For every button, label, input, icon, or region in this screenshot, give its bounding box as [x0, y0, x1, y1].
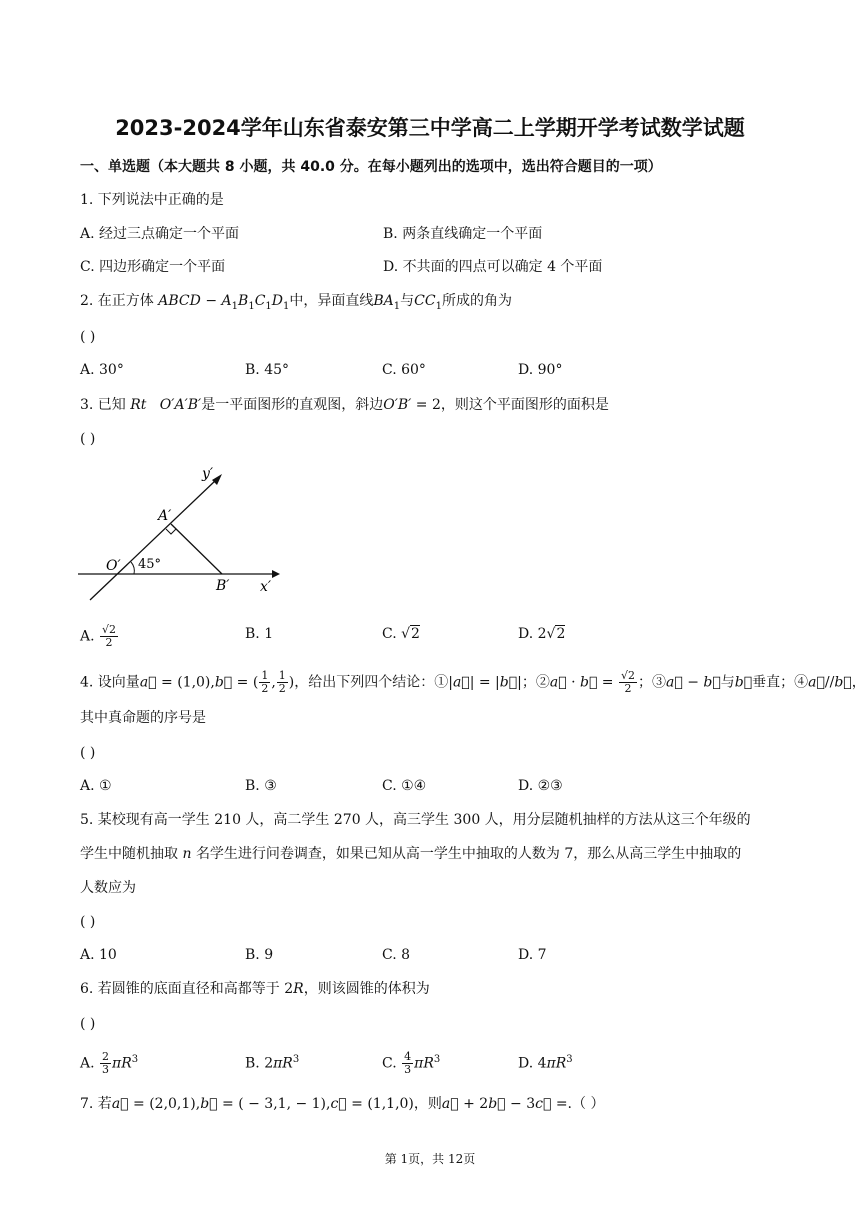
q6-option-c: C. $\frac{4}{3}$ $\pi R^3$ — [382, 1050, 441, 1077]
q3-stem: 3. 已知 Rt O′A′B′是一平面图形的直观图，斜边O′B′ = 2，则这个平面图形的面积是 — [80, 397, 609, 413]
q3-prefix: 3. 已知 — [80, 397, 126, 413]
q4-line2: 其中真命题的序号是 — [80, 710, 206, 726]
q1-option-d: D. 不共面的四点可以确定 4 个平面 — [383, 259, 603, 275]
q7-prefix: 7. 若 — [80, 1096, 112, 1112]
page-footer: 第 1页，共 12页 — [384, 1152, 476, 1166]
q6-option-d: D. $4\pi R^3$ — [518, 1054, 573, 1072]
q2-and: 与 — [400, 293, 415, 309]
right-angle-mark — [166, 529, 176, 534]
label-a: A′ — [158, 508, 172, 524]
page-title: 2023-2024学年山东省泰安第三中学高二上学期开学考试数学试题 — [115, 116, 745, 140]
q6-prefix: 6. 若圆锥的底面直径和高都等于 — [80, 981, 280, 997]
q5-option-b: B. 9 — [245, 947, 274, 963]
q1-option-b: B. 两条直线确定一个平面 — [383, 226, 543, 242]
q6-option-b: B. $2\pi R^3$ — [245, 1054, 300, 1072]
label-o: O′ — [106, 558, 121, 574]
q2-prefix: 2. 在正方体 — [80, 293, 154, 309]
q2-paren: ( ) — [80, 329, 96, 345]
q5-option-d: D. 7 — [518, 947, 547, 963]
q7-stem: 7. 若a⃗ = (2,0,1),b⃗ = ( − 3,1, − 1),c⃗ = (1,1,0)，则a⃗ + 2b⃗ − 3c⃗ =.（ ） — [80, 1096, 605, 1112]
q7-suffix: =.（ ） — [555, 1096, 605, 1112]
label-angle: 45° — [138, 557, 162, 572]
q5-line1: 5. 某校现有高一学生 210 人，高二学生 270 人，高三学生 300 人，用分层随机抽样的方法从这三个年级的 — [80, 812, 751, 828]
q4-stem: 4. 设向量a⃗ = (1,0),b⃗ = ( $\frac{1}{2}$ , $\frac{1}{2}$ )，给出下列四个结论：①|a⃗| = |b⃗|；②a⃗ · b⃗ = $\frac{√2}{2}$ ；③a⃗ − b⃗与b⃗垂直；④a⃗//b⃗， — [80, 669, 866, 695]
y-axis-line — [90, 480, 216, 600]
q1-stem: 1. 下列说法中正确的是 — [80, 192, 224, 208]
q1-option-a: A. 经过三点确定一个平面 — [80, 226, 240, 242]
q6-option-a: A. $\frac{2}{3}$ $\pi R^3$ — [80, 1050, 139, 1077]
q5-line2a: 学生中随机抽取 — [80, 846, 178, 862]
q3-option-d: D. 2√2 — [518, 626, 566, 642]
q2-option-b: B. 45° — [245, 362, 290, 378]
q5-line2b: 名学生进行问卷调查，如果已知从高一学生中抽取的人数为 7，那么从高三学生中抽取的 — [195, 846, 742, 862]
q2-stem: 2. 在正方体 ABCD − $A_1B_1C_1D_1$中，异面直线$BA_1$与$CC_1$所成的角为 — [80, 293, 512, 312]
q4-c3-perp: 垂直； — [752, 674, 795, 691]
q6-stem: 6. 若圆锥的底面直径和高都等于 2R，则该圆锥的体积为 — [80, 981, 430, 997]
q6-suffix: ，则该圆锥的体积为 — [303, 981, 430, 997]
q7-mid: ，则 — [413, 1096, 442, 1112]
q3-paren: ( ) — [80, 431, 96, 447]
q3-figure — [76, 458, 286, 608]
q2-mid: 中，异面直线 — [289, 293, 374, 309]
q5-paren: ( ) — [80, 914, 96, 930]
q1-option-c: C. 四边形确定一个平面 — [80, 259, 226, 275]
label-b: B′ — [216, 578, 230, 594]
q4-paren: ( ) — [80, 745, 96, 761]
q4-option-b: B. ③ — [245, 778, 277, 794]
q2-suffix: 所成的角为 — [441, 293, 512, 309]
q2-option-d: D. 90° — [518, 362, 563, 378]
q5-option-c: C. 8 — [382, 947, 411, 963]
q5-line2: 学生中随机抽取 n 名学生进行问卷调查，如果已知从高一学生中抽取的人数为 7，那么从高三学生中抽取的 — [80, 846, 742, 862]
q4-mid: ，给出下列四个结论： — [294, 674, 435, 691]
q5-line3: 人数应为 — [80, 880, 136, 896]
q4-c3-and: 与 — [720, 674, 735, 691]
q2-option-c: C. 60° — [382, 362, 426, 378]
q3-mid: 是一平面图形的直观图，斜边 — [201, 397, 384, 413]
q5-option-a: A. 10 — [80, 947, 117, 963]
q2-option-a: A. 30° — [80, 362, 124, 378]
label-y: y′ — [202, 466, 214, 482]
segment-a-b — [171, 524, 222, 574]
section-heading: 一、单选题（本大题共 8 小题，共 40.0 分。在每小题列出的选项中，选出符合题目的一项） — [80, 159, 662, 175]
q3-suffix: ，则这个平面图形的面积是 — [440, 397, 609, 413]
q3-option-c: C. √2 — [382, 626, 420, 642]
q3-option-a: A. $\frac{√2}{2}$ — [80, 623, 117, 649]
x-axis-arrow — [272, 570, 280, 578]
q3-option-b: B. 1 — [245, 626, 274, 642]
q4-prefix: 4. 设向量 — [80, 674, 140, 691]
q6-paren: ( ) — [80, 1016, 96, 1032]
label-x: x′ — [260, 579, 272, 595]
q4-option-c: C. ①④ — [382, 778, 427, 794]
y-axis-arrow — [212, 474, 222, 485]
angle-arc — [131, 562, 134, 574]
q4-option-d: D. ②③ — [518, 778, 563, 794]
q4-option-a: A. ① — [80, 778, 112, 794]
